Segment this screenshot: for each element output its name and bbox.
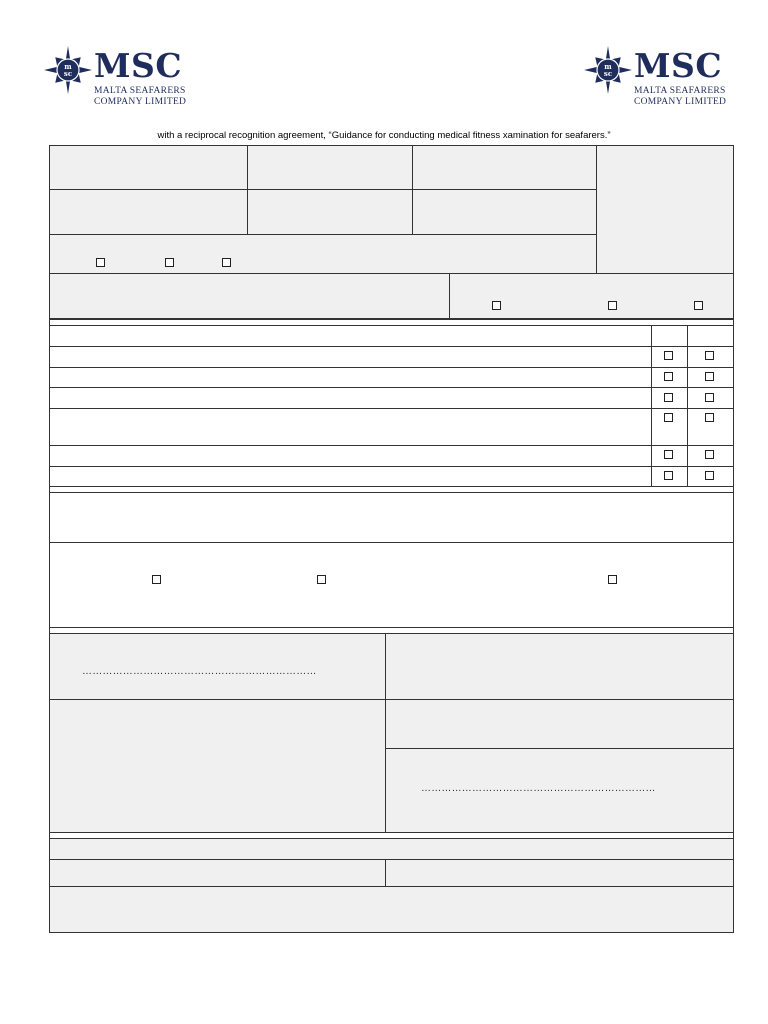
table-row <box>49 387 652 409</box>
brand-name: MSC <box>634 46 723 85</box>
checkbox-icon[interactable] <box>664 393 673 402</box>
table-row <box>49 466 652 487</box>
form-field[interactable] <box>247 145 413 190</box>
table-row <box>49 346 652 368</box>
form-field[interactable] <box>247 189 413 235</box>
form-field[interactable] <box>412 145 597 190</box>
checkbox-icon[interactable] <box>705 351 714 360</box>
compass-star-icon <box>584 46 632 94</box>
svg-text:sc: sc <box>63 69 73 78</box>
svg-text:m: m <box>604 62 612 71</box>
brand-name: MSC <box>94 46 183 85</box>
form-field[interactable] <box>412 189 597 235</box>
company-line-1: MALTA SEAFARERS <box>94 86 186 96</box>
form-field[interactable] <box>385 699 734 749</box>
table-row <box>49 408 652 446</box>
form-field[interactable] <box>49 145 248 190</box>
form-field[interactable] <box>49 273 450 319</box>
table-header <box>687 325 734 347</box>
company-line-2: COMPANY LIMITED <box>634 97 727 107</box>
checkbox-icon[interactable] <box>664 413 673 422</box>
svg-text:sc: sc <box>603 69 613 78</box>
signature-line: …………………………………………………………… <box>421 783 656 794</box>
form-field[interactable] <box>49 189 248 235</box>
checkbox-icon[interactable] <box>664 471 673 480</box>
checkbox-icon[interactable] <box>492 301 501 310</box>
form-field[interactable] <box>385 633 734 700</box>
checkbox-icon[interactable] <box>317 575 326 584</box>
text-area[interactable] <box>49 492 734 543</box>
text-area[interactable] <box>49 886 734 933</box>
fitness-options <box>49 542 734 628</box>
form-field <box>49 234 597 274</box>
checkbox-icon[interactable] <box>165 258 174 267</box>
checkbox-icon[interactable] <box>705 471 714 480</box>
checkbox-icon[interactable] <box>705 372 714 381</box>
form-field[interactable] <box>49 838 734 860</box>
company-line-1: MALTA SEAFARERS <box>634 86 726 96</box>
checkbox-icon[interactable] <box>694 301 703 310</box>
checkbox-icon[interactable] <box>222 258 231 267</box>
checkbox-icon[interactable] <box>705 450 714 459</box>
form-field[interactable] <box>49 859 386 887</box>
checkbox-icon[interactable] <box>96 258 105 267</box>
svg-text:m: m <box>64 62 72 71</box>
table-row <box>49 367 652 388</box>
table-header <box>49 325 652 347</box>
table-header <box>651 325 688 347</box>
table-row <box>49 445 652 467</box>
compass-star-icon <box>44 46 92 94</box>
checkbox-icon[interactable] <box>705 393 714 402</box>
checkbox-icon[interactable] <box>608 301 617 310</box>
signature-line: …………………………………………………………… <box>82 666 317 677</box>
checkbox-icon[interactable] <box>705 413 714 422</box>
stamp-field[interactable] <box>49 699 386 833</box>
form-field[interactable] <box>385 859 734 887</box>
checkbox-icon[interactable] <box>664 351 673 360</box>
checkbox-icon[interactable] <box>664 372 673 381</box>
checkbox-icon[interactable] <box>608 575 617 584</box>
checkbox-icon[interactable] <box>664 450 673 459</box>
company-line-2: COMPANY LIMITED <box>94 97 187 107</box>
checkbox-icon[interactable] <box>152 575 161 584</box>
intro-text: with a reciprocal recognition agreement, “Guidance for conducting medical fitness xamination for seafarers.” <box>157 130 611 141</box>
form-field <box>449 273 734 319</box>
photo-field[interactable] <box>596 145 734 274</box>
